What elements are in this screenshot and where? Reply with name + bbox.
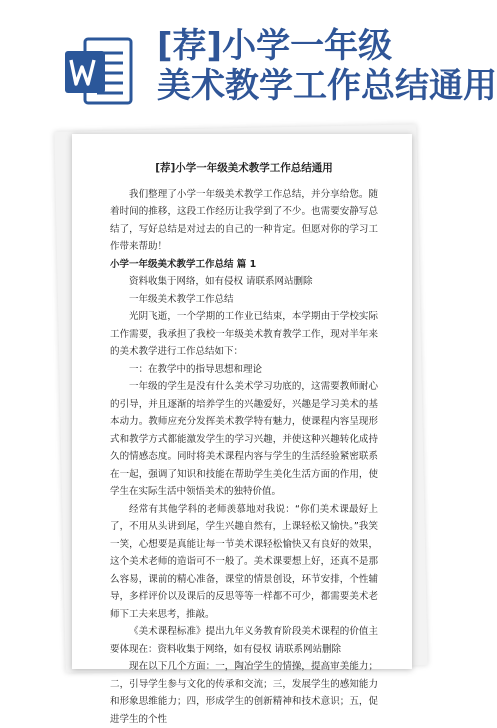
word-document-icon xyxy=(63,33,135,109)
title-line-2: 美术教学工作总结通用 xyxy=(157,66,497,106)
document-page xyxy=(72,134,412,725)
paragraph: 《美术课程标准》提出九年义务教育阶段美术课程的价值主要体现在：资料收集于网络，如有侵权 请联系网站删除 xyxy=(110,626,378,655)
copyright-note: 资料收集于网络，如有侵权 请联系网站删除 xyxy=(129,276,313,287)
paragraph: 经常有其他学科的老师羡慕地对我说：“你们美术课最好上了，不用从头讲到尾，学生兴趣自然有，上课轻松又愉快。”我笑一笑，心想要是真能让每一节美术课轻松愉快又有良好的效果，这个美术老师的造诣可不一般了。美术课要想上好，还真不是那么容易，课前的精心准备，课堂的情景创设，环节安排，个性辅导，多样评价以及课后的反思等等一样都不可少，都需要美术老师下工夫来思考，推敲。 xyxy=(110,503,378,620)
document-title: [荐]小学一年级美术教学工作总结通用 xyxy=(155,162,333,174)
paragraph: 一年级的学生是没有什么美术学习功底的，这需要教师耐心的引导，并且逐渐的培养学生的兴趣爱好，兴趣是学习美术的基本动力。教师应充分发挥美术教学特有魅力，使课程内容呈现形式和教学方式都能激发学生的学习兴趣，并使这种兴趣转化成持久的情感态度。同时将美术课程内容与学生的生活经验紧密联系在一起，强调了知识和技能在帮助学生美化生活方面的作用，使学生在实际生活中领悟美术的独特价值。 xyxy=(110,381,378,497)
section-heading: 小学一年级美术教学工作总结 篇 1 xyxy=(110,258,257,270)
paragraph: 现在以下几个方面：一，陶冶学生的情操，提高审美能力；二，引导学生参与文化的传承和交流；三，发展学生的感知能力和形象思维能力；四，形成学生的创新精神和技术意识；五，促进学生的个性 xyxy=(110,661,378,725)
title-line-1: [荐]小学一年级 xyxy=(157,26,393,66)
document-body xyxy=(110,160,378,728)
subheading: 一年级美术教学工作总结 xyxy=(129,293,234,305)
paragraph: 光阴飞逝，一个学期的工作业已结束，本学期由于学校实际工作需要，我承担了我校一年级美术教育教学工作，现对半年来的美术教学进行工作总结如下： xyxy=(110,311,378,357)
page-title xyxy=(157,26,497,106)
intro-paragraph: 我们整理了小学一年级美术教学工作总结，并分享给您。随着时间的推移，这段工作经历让我学到了不少。也需要安静写总结了，写好总结是对过去的自己的一种肯定。但愿对你的学习工作带来帮助！ xyxy=(110,188,378,252)
list-item: 一：在教学中的指导思想和理论 xyxy=(129,363,263,375)
